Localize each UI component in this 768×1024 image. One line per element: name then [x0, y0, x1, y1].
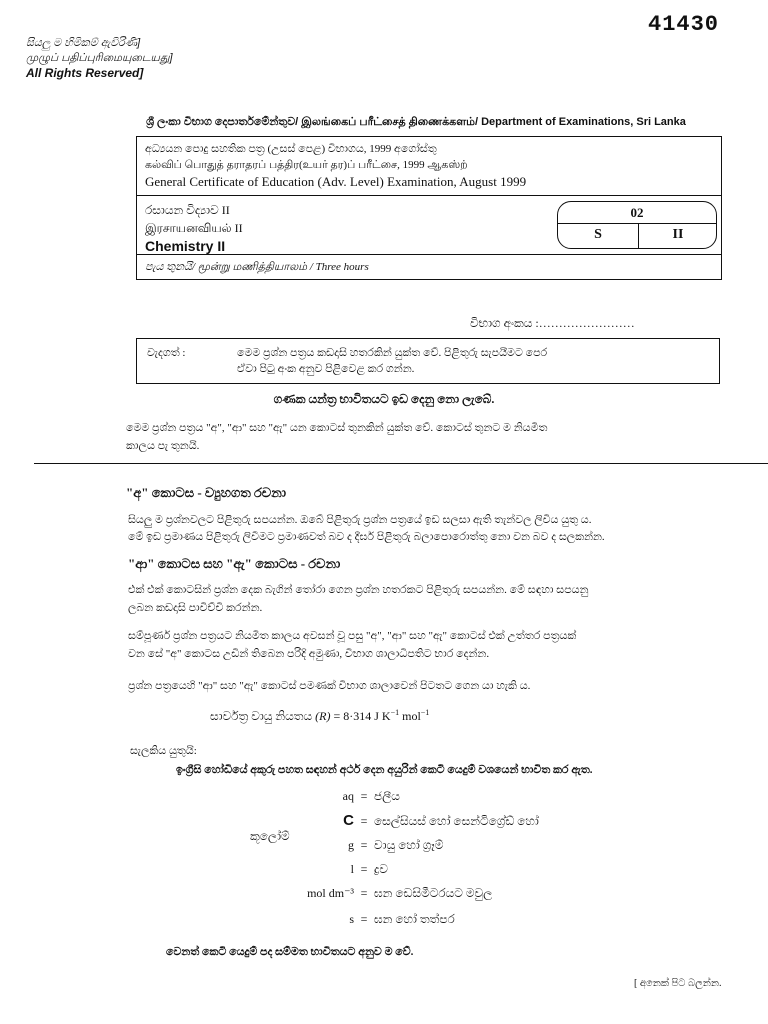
part-bc-line-1: එක් එක් කොටසින් ප්‍රශ්න දෙක බැගින් තෝරා ගෙන ප්‍රශ්න හතරකට පිළිතුරු සපයන්න. මේ සඳහා සපයනු [128, 584, 589, 596]
equals-sign: = [360, 862, 368, 876]
part-a-heading: "අ" කොටස - ව්‍යුහගත රචනා [126, 485, 287, 500]
exam-info-box [136, 136, 722, 280]
part-bc-heading: "ආ" කොටස සහ "ඇ" කොටස - රචනා [128, 556, 341, 571]
note-line-1: මෙම ප්‍රශ්න පත්‍රය කඩදාසි හතරකින් යුක්ත වේ. පිළිතුරු සැපයීමට පෙර [237, 347, 548, 359]
index-number-field: විභාග අංකය :…………………… [470, 316, 635, 330]
symbol-row [250, 789, 550, 804]
equals-sign: = [360, 814, 368, 828]
symbols-title: සැලකිය යුතුයි: [130, 745, 197, 757]
important-note-box [136, 338, 720, 384]
paper-ii-label: II [672, 227, 684, 242]
subject-english: Chemistry II [145, 238, 226, 254]
symbol-meaning: ඝන හෝ තත්පර [374, 912, 455, 926]
paper-s-label: S [594, 227, 602, 242]
calculator-notice: ගණක යන්ත්‍ර භාවිතයට ඉඩ දෙනු නො ලැබේ. [273, 392, 495, 406]
gas-constant-label: සාර්වත්‍ර වායු නියතය [210, 709, 313, 723]
gas-constant-value: = 8·314 J K [333, 709, 391, 723]
symbol-row [250, 912, 550, 927]
rights-english: All Rights Reserved] [26, 66, 144, 80]
symbols-subtitle: ඉංග්‍රීසි හෝඩියේ අකුරු පහත සඳහන් අර්ථ දෙන අයුරින් කෙටි යෙදුම් වශයෙන් භාවිත කර ඇත. [176, 764, 593, 776]
symbol-key: C [343, 812, 354, 829]
symbol-row [250, 886, 550, 901]
subject-tamil: இரசாயனவியல் II [145, 221, 243, 235]
equals-sign: = [360, 838, 368, 852]
part-bc-line-3: සම්පූර්ණ ප්‍රශ්න පත්‍රයට නියමිත කාලය අවසන් වූ පසු "අ", "ආ" සහ "ඇ" කොටස් එක් උත්තර පත්‍රයක් [128, 630, 577, 642]
symbol-key: aq [342, 789, 354, 803]
equals-sign: = [360, 886, 368, 900]
symbol-row [250, 862, 550, 877]
parts-intro-line-1: මෙම ප්‍රශ්න පත්‍රය "අ", "ආ" සහ "ඇ" යන කොටස් තුනකින් යුක්ත වේ. කොටස් තුනට ම නියමිත [126, 422, 548, 434]
symbol-meaning: සෙල්සියස් හෝ සෙන්ටිග්‍රේඩ් හෝ කූලෝම් [250, 814, 539, 843]
symbol-meaning: වායු හෝ ග්‍රෑම් [374, 838, 444, 852]
subject-sinhala: රසායන විද්‍යාව II [145, 203, 230, 217]
symbol-meaning: ද්‍රව [374, 862, 388, 876]
equals-sign: = [360, 912, 368, 926]
gas-constant-symbol: (R) [315, 709, 331, 723]
rights-sinhala: සියලු ම හිමිකම් ඇවිරිණි] [26, 37, 141, 49]
box-divider [137, 254, 721, 255]
part-bc-line-5: ප්‍රශ්න පත්‍රයෙහි "ආ" සහ "ඇ" කොටස් පමණක් විභාග ශාලාවෙන් පිටතට ගෙන යා හැකි ය. [128, 680, 531, 692]
exam-title-sinhala: අධ්‍යයන පොදු සහතික පත්‍ර (උසස් පෙළ) විභාගය, 1999 අගෝස්තු [145, 143, 437, 155]
closing-note: වෙනත් කෙටි යෙදුම් පද සම්මත භාවිතයට අනුව ම වේ. [166, 946, 414, 958]
department-header: ශ්‍රී ලංකා විභාග දෙපාර්තමේන්තුව/ இலங்கைப் பரீட்சைத் திணைக்களம்/ Department of Examinations, Sri Lanka [146, 116, 686, 128]
part-a-line-1: සියලු ම ප්‍රශ්නවලට පිළිතුරු සපයන්න. ඔබේ පිළිතුරු ප්‍රශ්න පත්‍රයේ ඉඩ සලසා ඇති තැන්වල ලිවිය යුතු ය. [128, 514, 592, 526]
symbol-row [250, 838, 550, 853]
part-bc-line-4: වන සේ "අ" කොටස උඩින් තිබෙන පරිදි අමුණා, විභාග ශාලාධිපතිට භාර දෙන්න. [128, 648, 490, 660]
gas-constant-exp-1: −1 [390, 708, 400, 717]
symbol-key: s [349, 912, 354, 926]
note-line-2: ඒවා පිටු අංක අනුව පිළිවෙළ කර ගන්න. [237, 363, 415, 375]
symbol-meaning: ඝන ඩෙසිමීටරයට මවුල [374, 886, 493, 900]
paper-code-box [557, 201, 717, 249]
symbol-key: g [348, 838, 354, 852]
gas-constant [210, 708, 429, 724]
box-divider [137, 195, 721, 196]
symbol-meaning: ජලීය [374, 789, 400, 803]
gas-constant-unit-2: mol [399, 709, 421, 723]
part-bc-line-2: ලබන කඩදාසි පාවිච්චි කරන්න. [128, 602, 263, 614]
equals-sign: = [360, 789, 368, 803]
parts-intro-line-2: කාලය පැ තුනයි. [126, 440, 200, 452]
paper-box-divider [558, 223, 716, 224]
symbol-key: l [350, 862, 354, 876]
duration: පැය තුනයි/ மூன்று மணித்தியாலம் / Three hours [145, 261, 369, 273]
exam-title-english: General Certificate of Education (Adv. Level) Examination, August 1999 [145, 174, 527, 189]
rights-block [26, 36, 173, 81]
rights-tamil: முழுப் பதிப்புரிமையுடையது] [26, 52, 173, 64]
paper-code: 41430 [648, 12, 720, 37]
horizontal-rule [34, 463, 768, 464]
symbol-key: mol dm⁻³ [307, 886, 354, 900]
note-label: වැදගත් : [147, 347, 186, 359]
turn-over-note: [ අනෙක් පිට බලන්න. [634, 978, 722, 989]
paper-number: 02 [630, 205, 644, 220]
gas-constant-exp-2: −1 [420, 708, 430, 717]
exam-title-tamil: கல்விப் பொதுத் தராதரப் பத்திர(உயர் தர)ப் பரீட்சை, 1999 ஆகஸ்ற் [145, 159, 468, 171]
part-a-line-2: මේ ඉඩ ප්‍රමාණය පිළිතුරු ලිවීමට ප්‍රමාණවත් බව ද දීර්ඝ පිළිතුරු බලාපොරොත්තු නො වන බව ද සලකන්න. [128, 531, 605, 543]
